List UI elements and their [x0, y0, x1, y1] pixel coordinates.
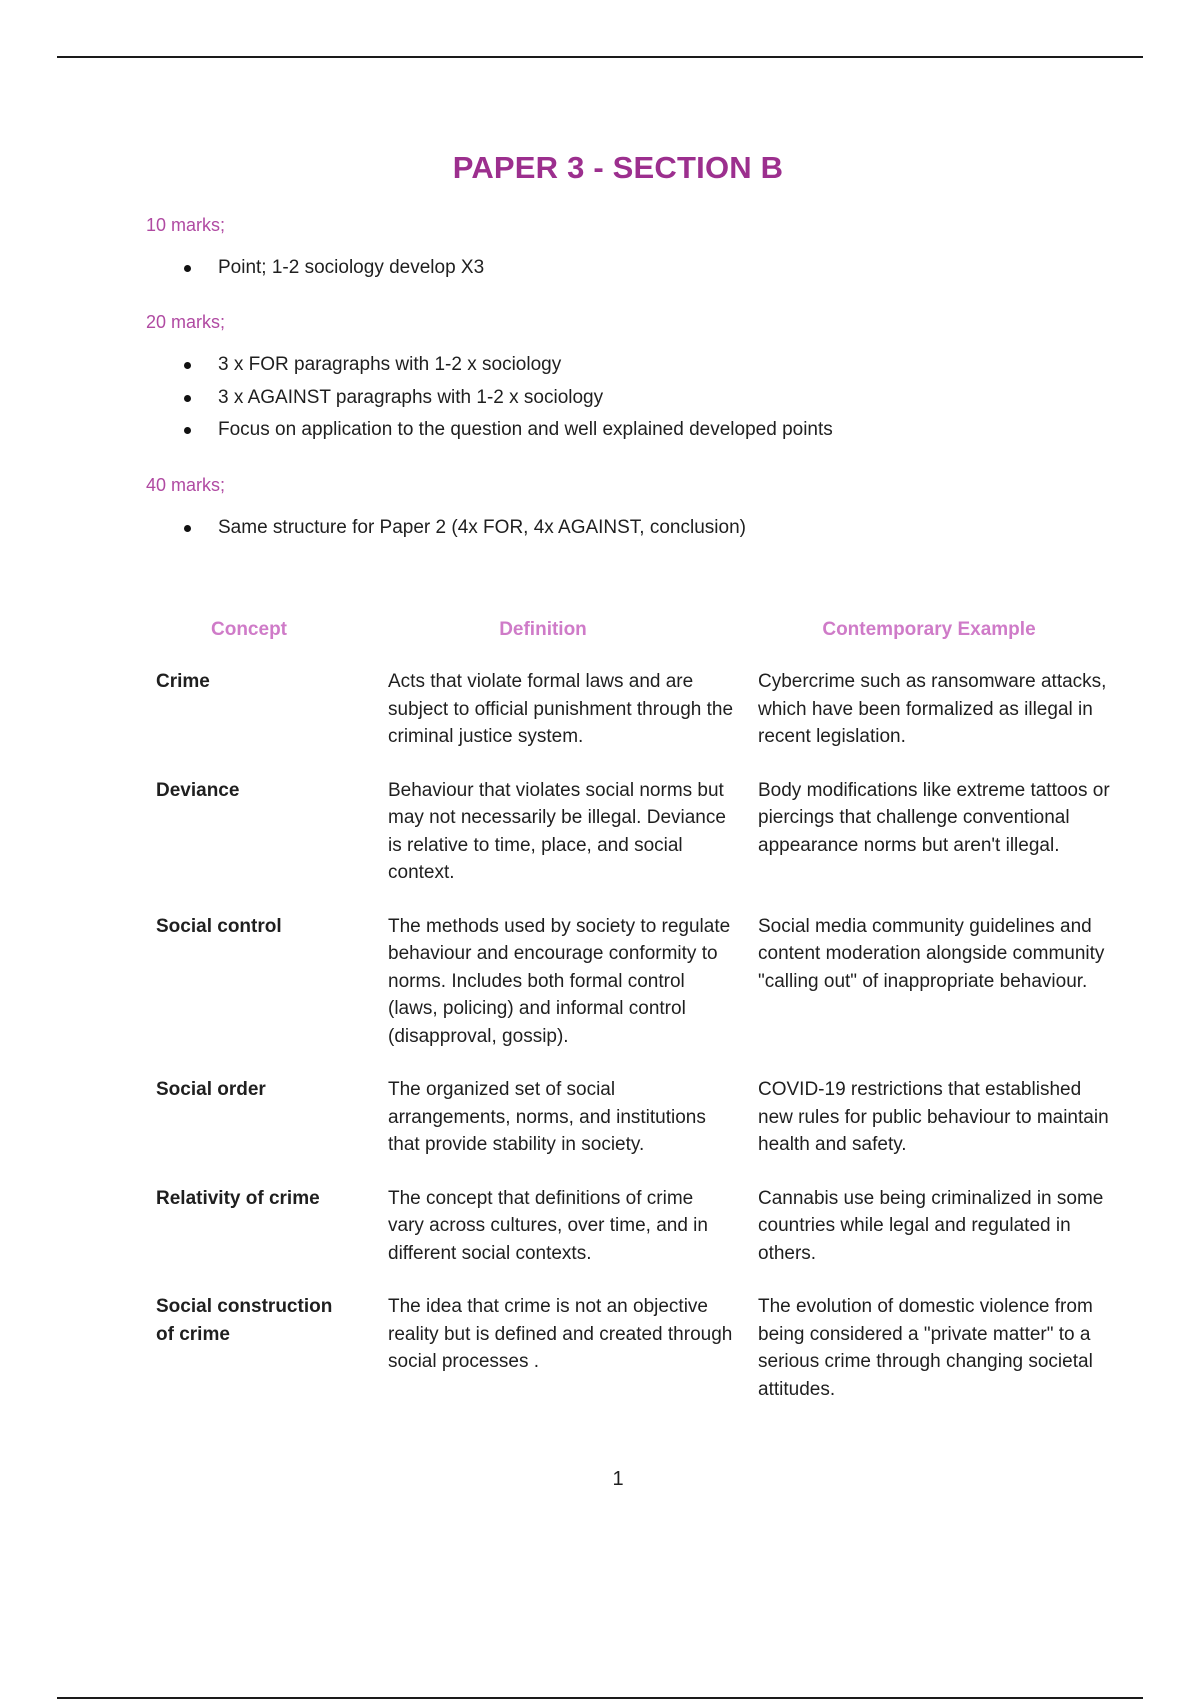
list-item-text: 3 x FOR paragraphs with 1-2 x sociology: [218, 354, 562, 375]
table-row: [150, 913, 1120, 1077]
bullet-list: [184, 518, 1146, 551]
example-cell: Cybercrime such as ransomware attacks, which have been formalized as illegal in recent legislation.: [758, 671, 1107, 747]
bottom-rule: [57, 1697, 1143, 1699]
table-header-row: [150, 618, 1120, 668]
concept-cell: Relativity of crime: [156, 1187, 320, 1209]
marks-section-20: [146, 312, 1146, 453]
list-item-text: Point; 1-2 sociology develop X3: [218, 257, 485, 278]
page-title: PAPER 3 - SECTION B: [452, 150, 784, 185]
definition-cell: The concept that definitions of crime vary across cultures, over time, and in different social contexts.: [388, 1187, 708, 1264]
list-item-text: Focus on application to the question and well explained developed points: [218, 419, 833, 440]
list-item: [184, 518, 1146, 551]
top-rule: [57, 56, 1143, 58]
table-row: [150, 668, 1120, 777]
column-header-concept: Concept: [211, 619, 287, 640]
table-row: [150, 1185, 1120, 1294]
concept-cell: Deviance: [156, 779, 240, 801]
bullet-list: [184, 258, 1146, 291]
concept-table: [150, 618, 1120, 1429]
bullet-icon: [184, 525, 191, 532]
concept-cell: Social order: [156, 1079, 266, 1100]
example-cell: Body modifications like extreme tattoos or piercings that challenge conventional appearance norms but aren't illegal.: [758, 779, 1110, 856]
concept-cell: Crime: [156, 671, 210, 692]
bullet-list: [184, 355, 1146, 453]
concept-cell: Social construction of crime: [156, 1296, 333, 1345]
marks-heading: 20 marks;: [146, 312, 226, 332]
marks-heading: 40 marks;: [146, 475, 226, 495]
bullet-icon: [184, 427, 191, 434]
example-cell: Social media community guidelines and content moderation alongside community "calling out" of inappropriate behaviour.: [758, 915, 1105, 992]
bullet-icon: [184, 362, 191, 369]
table-row: [150, 1076, 1120, 1185]
list-item-text: 3 x AGAINST paragraphs with 1-2 x sociology: [218, 386, 604, 408]
list-item: [184, 355, 1146, 388]
definition-cell: The organized set of social arrangements, norms, and institutions that provide stability in society.: [388, 1079, 706, 1155]
list-item: [184, 420, 1146, 453]
list-item: [184, 258, 1146, 291]
bullet-icon: [184, 395, 191, 402]
definition-cell: The idea that crime is not an objective reality but is defined and created through social processes .: [388, 1296, 733, 1372]
marks-section-10: [146, 215, 1146, 291]
example-cell: Cannabis use being criminalized in some countries while legal and regulated in others.: [758, 1187, 1104, 1264]
definition-cell: The methods used by society to regulate behaviour and encourage conformity to norms. Includes both formal control (laws, policing) and informal control (disapproval, gossip).: [388, 915, 731, 1047]
concept-cell: Social control: [156, 915, 282, 937]
list-item: [184, 388, 1146, 421]
example-cell: The evolution of domestic violence from being considered a "private matter" to a serious crime through changing societal attitudes.: [758, 1296, 1093, 1400]
example-cell: COVID-19 restrictions that established new rules for public behaviour to maintain health and safety.: [758, 1079, 1109, 1155]
definition-cell: Acts that violate formal laws and are subject to official punishment through the criminal justice system.: [388, 671, 734, 747]
marks-heading: 10 marks;: [146, 215, 226, 235]
column-header-definition: Definition: [499, 619, 587, 640]
table-row: [150, 777, 1120, 913]
page-number: 1: [612, 1468, 624, 1490]
bullet-icon: [184, 265, 191, 272]
marks-section-40: [146, 475, 1146, 551]
list-item-text: Same structure for Paper 2 (4x FOR, 4x AGAINST, conclusion): [218, 517, 746, 538]
table-row: [150, 1293, 1120, 1429]
column-header-example: Contemporary Example: [822, 619, 1036, 640]
definition-cell: Behaviour that violates social norms but may not necessarily be illegal. Deviance is relative to time, place, and social context.: [388, 779, 726, 883]
